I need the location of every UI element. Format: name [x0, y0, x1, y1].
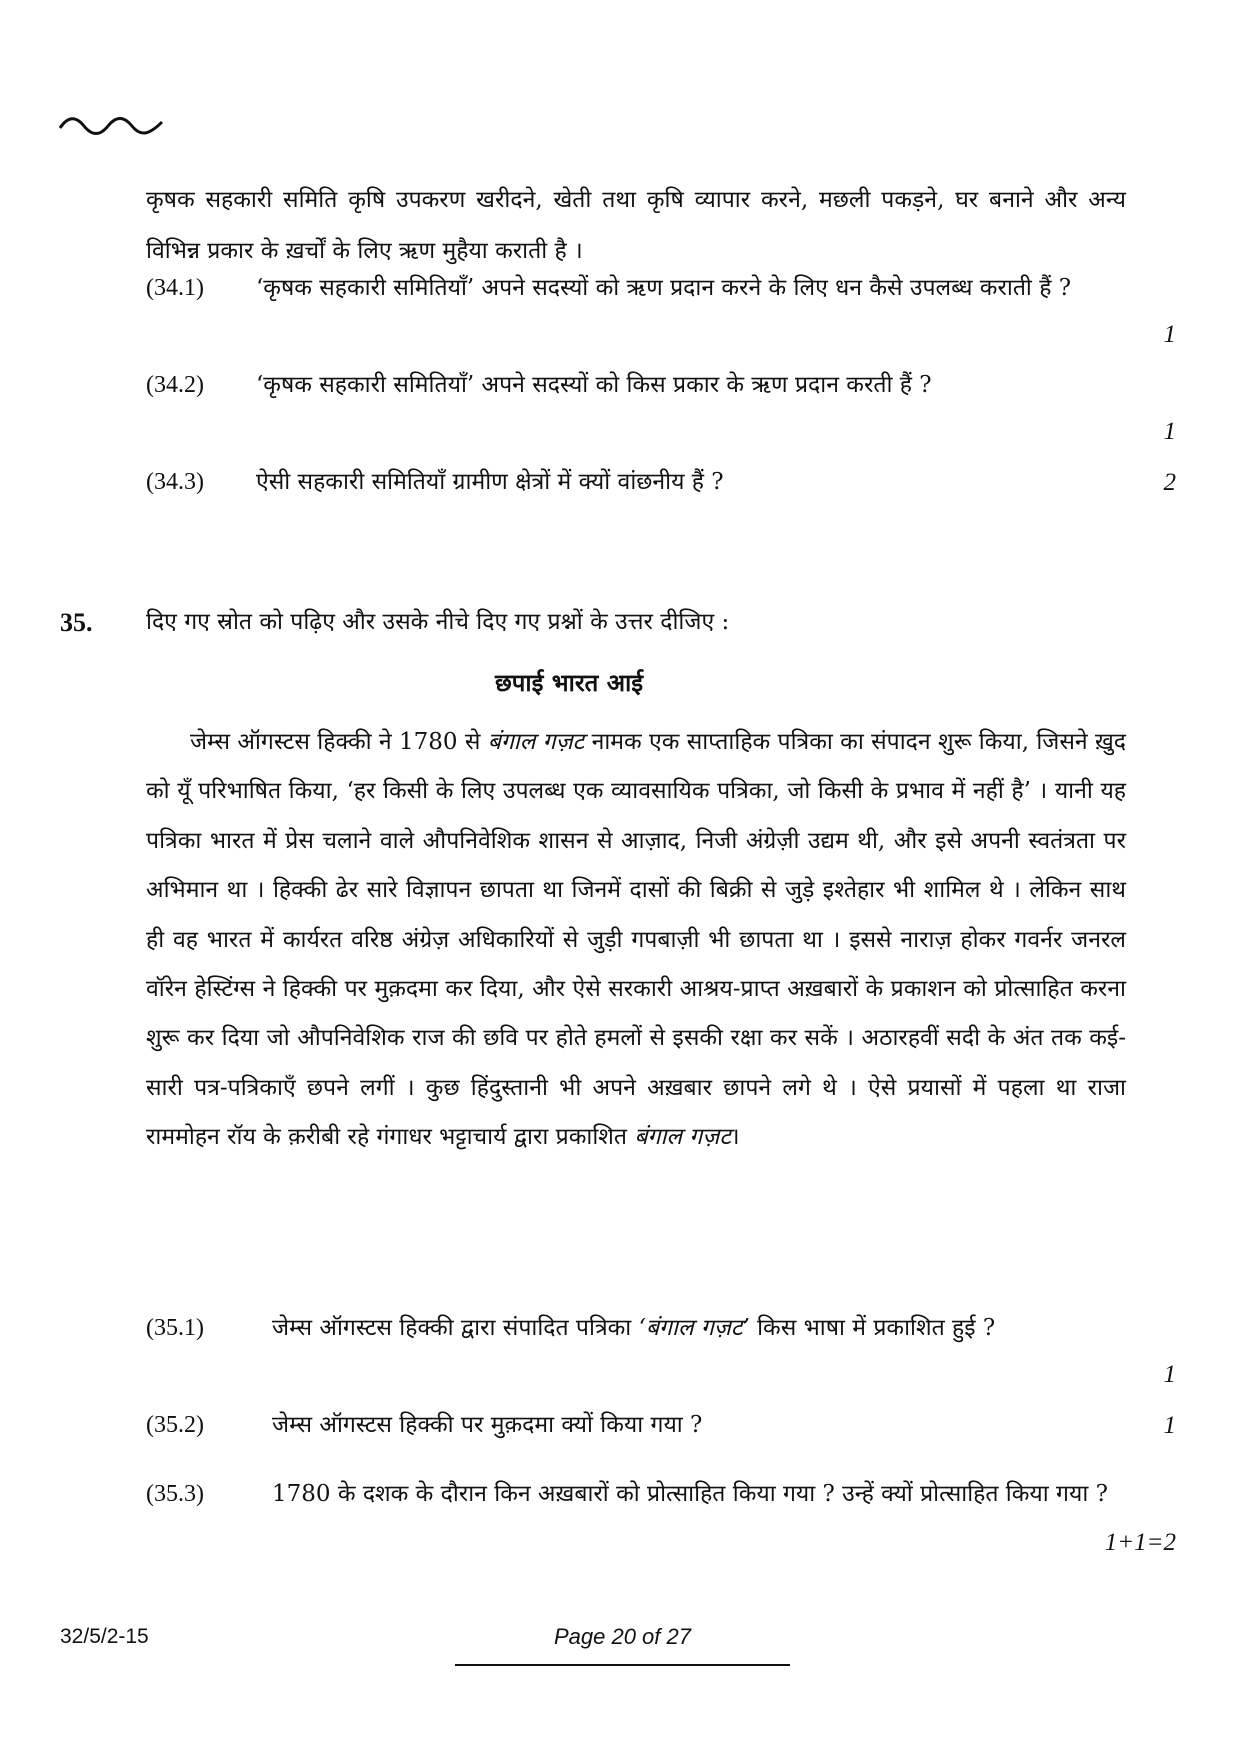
question-number: 35.: [60, 608, 93, 637]
subq-number: (35.1): [146, 1315, 204, 1341]
subq-text: जेम्स ऑगस्टस हिक्की पर मुक़दमा क्यों किया गया ?: [272, 1412, 703, 1438]
subq-marks: 1: [1163, 1412, 1176, 1439]
paper-code: 32/5/2-15: [60, 1625, 149, 1648]
subq-text: ‘कृषक सहकारी समितियाँ’ अपने सदस्यों को ऋण प्रदान करने के लिए धन कैसे उपलब्ध कराती हैं ?: [256, 275, 1072, 301]
subq-number: (35.3): [146, 1481, 204, 1507]
subq-text: ऐसी सहकारी समितियाँ ग्रामीण क्षेत्रों में क्यों वांछनीय हैं ?: [256, 469, 724, 495]
subq-number: (34.2): [146, 372, 204, 398]
subq-marks: 2: [1163, 469, 1176, 496]
subq-text: जेम्स ऑगस्टस हिक्की द्वारा संपादित पत्रिका ‘बंगाल गज़ट’ किस भाषा में प्रकाशित हुई ?: [272, 1315, 996, 1341]
subq-text: ‘कृषक सहकारी समितियाँ’ अपने सदस्यों को किस प्रकार के ऋण प्रदान करती हैं ?: [256, 372, 932, 398]
question-instruction: दिए गए स्रोत को पढ़िए और उसके नीचे दिए गए प्रश्नों के उत्तर दीजिए :: [146, 609, 730, 635]
subq-number: (34.1): [146, 275, 204, 301]
q34-source-text: कृषक सहकारी समिति कृषि उपकरण खरीदने, खेती तथा कृषि व्यापार करने, मछली पकड़ने, घर बनाने और अन्य विभिन्न प्रकार के ख़र्चों के लिए ऋण मुहैया कराती है ।: [146, 187, 1126, 264]
subq-number: (34.3): [146, 469, 204, 495]
footer-rule: [455, 1664, 790, 1666]
subq-number: (35.2): [146, 1412, 204, 1438]
subq-marks: 1: [1163, 321, 1176, 348]
source-passage: जेम्स ऑगस्टस हिक्की ने 1780 से बंगाल गज़ट नामक एक साप्ताहिक पत्रिका का संपादन शुरू किया, जिसने ख़ुद को यूँ परिभाषित किया, ‘हर किसी के लिए उपलब्ध एक व्यावसायिक पत्रिका, जो किसी के प्रभाव में नहीं है’ । यानी यह पत्रिका भारत में प्रेस चलाने वाले औपनिवेशिक शासन से आज़ाद, निजी अंग्रेज़ी उद्यम थी, और इसे अपनी स्वतंत्रता पर अभिमान था । हिक्की ढेर सारे विज्ञापन छापता था जिनमें दासों की बिक्री से जुड़े इश्तेहार भी शामिल थे । लेकिन साथ ही वह भारत में कार्यरत वरिष्ठ अंग्रेज़ अधिकारियों से जुड़ी गपबाज़ी भी छापता था । इससे नाराज़ होकर गवर्नर जनरल वॉरेन हेस्टिंग्स ने हिक्की पर मुक़दमा कर दिया, और ऐसे सरकारी आश्रय-प्राप्त अख़बारों के प्रकाशन को प्रोत्साहित करना शुरू कर दिया जो औपनिवेशिक राज की छवि पर होते हमलों से इसकी रक्षा कर सकें । अठारहवीं सदी के अंत तक कई-सारी पत्र-पत्रिकाएँ छपने लगीं । कुछ हिंदुस्तानी भी अपने अख़बार छापने लगे थे । ऐसे प्रयासों में पहला था राजा राममोहन रॉय के क़रीबी रहे गंगाधर भट्टाचार्य द्वारा प्रकाशित बंगाल गज़ट।: [146, 729, 1126, 1151]
subq-text: 1780 के दशक के दौरान किन अख़बारों को प्रोत्साहित किया गया ? उन्हें क्यों प्रोत्साहित किया गया ?: [272, 1481, 1108, 1507]
source-title: छपाई भारत आई: [494, 668, 644, 697]
newspaper-title: बंगाल गज़ट: [487, 729, 585, 755]
newspaper-title: बंगाल गज़ट: [634, 1124, 731, 1151]
page-number: Page 20 of 27: [553, 1624, 691, 1649]
wave-mark-icon: [58, 110, 164, 140]
subq-marks: 1: [1163, 1361, 1176, 1388]
subq-marks: 1+1=2: [1104, 1529, 1176, 1556]
subq-marks: 1: [1163, 418, 1176, 445]
